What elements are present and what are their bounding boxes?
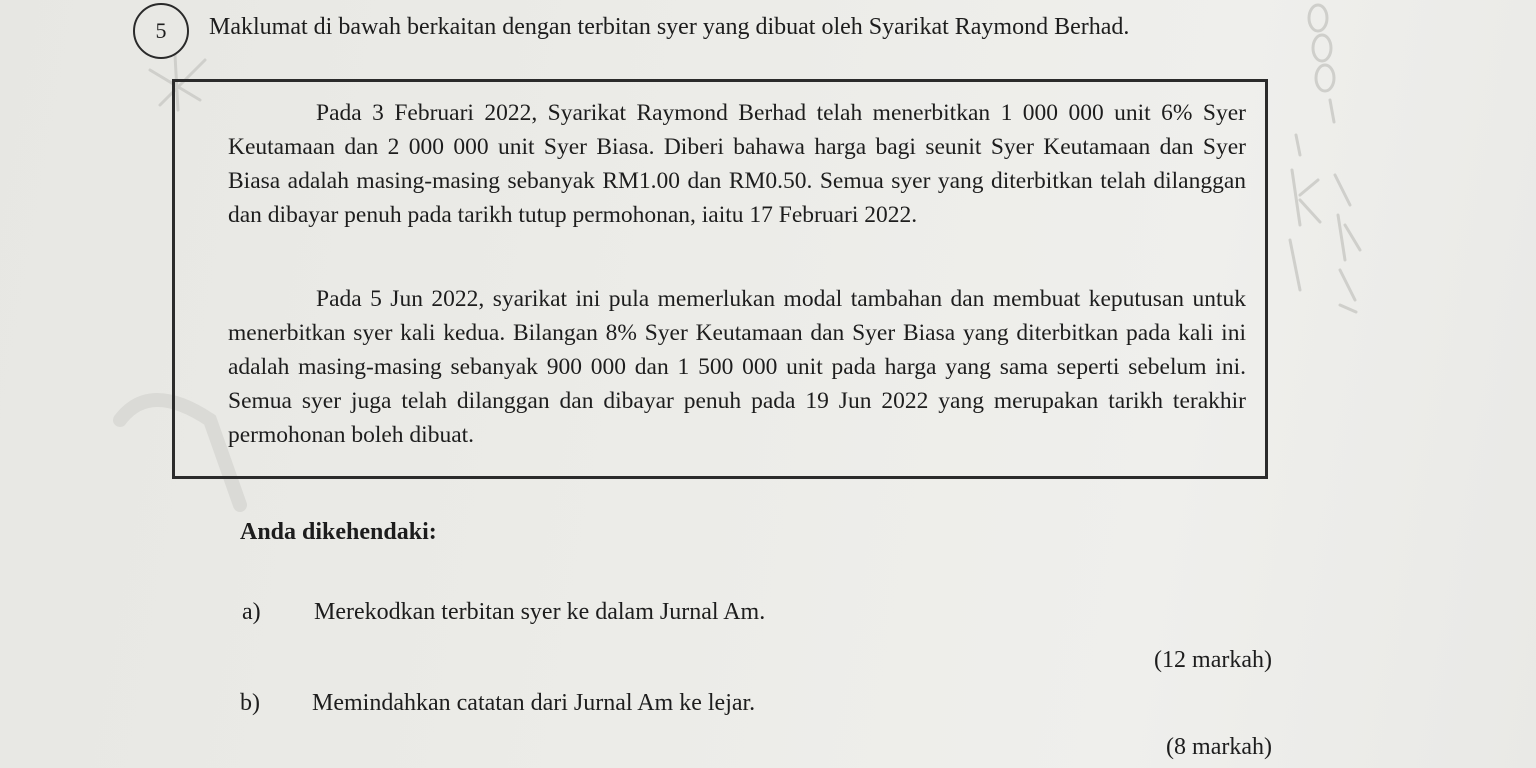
task-b-letter: b) xyxy=(240,690,260,716)
info-paragraph-1: Pada 3 Februari 2022, Syarikat Raymond Berhad telah menerbitkan 1 000 000 unit 6% Syer Keutamaan dan 2 000 000 unit Syer Biasa. Diberi bahawa harga bagi seunit Syer Keutamaan dan Syer Biasa adalah masing-masing sebanyak RM1.00 dan RM0.50. Semua syer yang diterbitkan telah dilanggan dan dibayar penuh pada tarikh tutup permohonan, iaitu 17 Februari 2022. xyxy=(228,100,1246,228)
task-b xyxy=(240,690,755,717)
question-number: 5 xyxy=(155,18,167,43)
question-stem: Maklumat di bawah berkaitan dengan terbitan syer yang dibuat oleh Syarikat Raymond Berhad. xyxy=(209,14,1130,40)
task-a-text: Merekodkan terbitan syer ke dalam Jurnal Am. xyxy=(314,599,766,625)
info-paragraph-2: Pada 5 Jun 2022, syarikat ini pula memerlukan modal tambahan dan membuat keputusan untuk menerbitkan syer kali kedua. Bilangan 8% Syer Keutamaan dan Syer Biasa yang diterbitkan pada kali ini adalah masing-masing sebanyak 900 000 dan 1 500 000 unit pada harga yang sama seperti sebelum ini. Semua syer juga telah dilanggan dan dibayar penuh pada 19 Jun 2022 yang merupakan tarikh terakhir permohonan boleh dibuat. xyxy=(228,286,1246,448)
question-number-badge xyxy=(133,3,189,59)
task-a-marks: (12 markah) xyxy=(1154,647,1272,673)
info-box xyxy=(172,79,1268,479)
task-a-letter: a) xyxy=(242,599,261,625)
task-b-text: Memindahkan catatan dari Jurnal Am ke lejar. xyxy=(312,690,756,716)
task-a xyxy=(242,599,765,626)
task-heading: Anda dikehendaki: xyxy=(240,519,437,545)
task-b-marks: (8 markah) xyxy=(1166,734,1272,760)
